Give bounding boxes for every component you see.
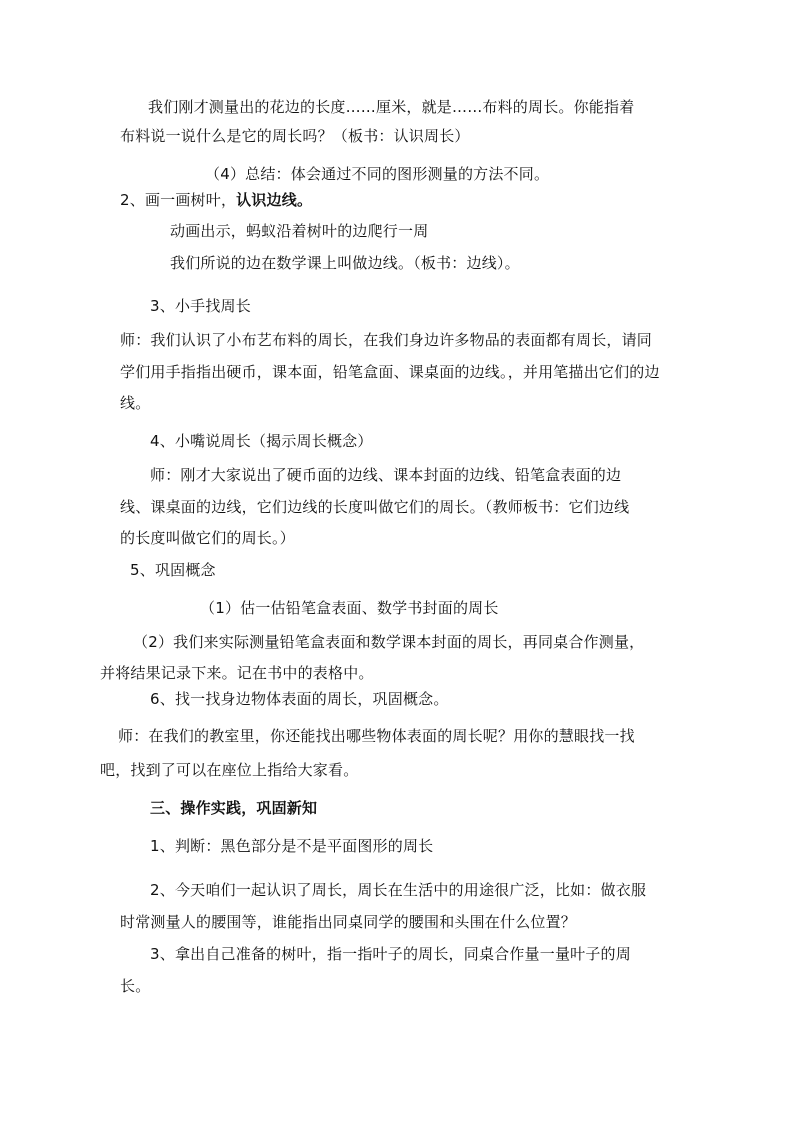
paragraph-line: （4）总结：体会通过不同的图形测量的方法不同。 [205,165,550,183]
paragraph-line: 的长度叫做它们的周长。） [120,529,295,547]
paragraph-line: （1）估一估铅笔盒表面、数学书封面的周长 [200,599,499,617]
paragraph-line: 动画出示，蚂蚁沿着树叶的边爬行一周 [170,222,429,240]
paragraph-line: 吧，找到了可以在座位上指给大家看。 [100,761,359,779]
paragraph-line: 布料说一说什么是它的周长吗？（板书：认识周长） [120,127,470,145]
paragraph-line: 师：在我们的教室里，你还能找出哪些物体表面的周长呢？用你的慧眼找一找 [118,727,635,745]
paragraph-line: 并将结果记录下来。记在书中的表格中。 [100,664,374,682]
section-heading: 4、小嘴说周长（揭示周长概念） [150,432,373,450]
paragraph-line: 师：我们认识了小布艺布料的周长，在我们身边许多物品的表面都有周长，请同 [120,331,653,349]
paragraph-line: 长。 [120,977,151,995]
paragraph-line: 1、判断：黑色部分是不是平面图形的周长 [150,837,434,855]
paragraph-line: 我们所说的边在数学课上叫做边线。（板书：边线）。 [170,254,520,272]
heading-bold-text: 认识边线。 [236,191,313,209]
section-heading [120,190,312,210]
paragraph-line: 时常测量人的腰围等，谁能指出同桌同学的腰围和头围在什么位置？ [120,913,577,931]
paragraph-line: 我们刚才测量出的花边的长度……厘米，就是……布料的周长。你能指着 [148,98,635,116]
paragraph-line: 2、今天咱们一起认识了周长，周长在生活中的用途很广泛，比如：做衣服 [150,881,647,899]
paragraph-line: 线。 [120,394,151,412]
section-heading: 三、操作实践，巩固新知 [150,799,318,817]
paragraph-line: （2）我们来实际测量铅笔盒表面和数学课本封面的周长，再同桌合作测量， [133,633,645,651]
paragraph-line: 线、课桌面的边线，它们边线的长度叫做它们的周长。（教师板书：它们边线 [120,498,630,516]
section-heading: 3、小手找周长 [150,297,251,315]
paragraph-line: 学们用手指指出硬币，课本面，铅笔盒面、课桌面的边线。，并用笔描出它们的边 [120,363,660,381]
paragraph-line: 师：刚才大家说出了硬币面的边线、课本封面的边线、铅笔盒表面的边 [150,466,622,484]
paragraph-line: 3、拿出自己准备的树叶，指一指叶子的周长，同桌合作量一量叶子的周 [150,945,631,963]
section-heading: 5、巩固概念 [130,561,216,579]
heading-text: 2、画一画树叶， [120,191,237,209]
section-heading: 6、找一找身边物体表面的周长，巩固概念。 [150,690,449,708]
